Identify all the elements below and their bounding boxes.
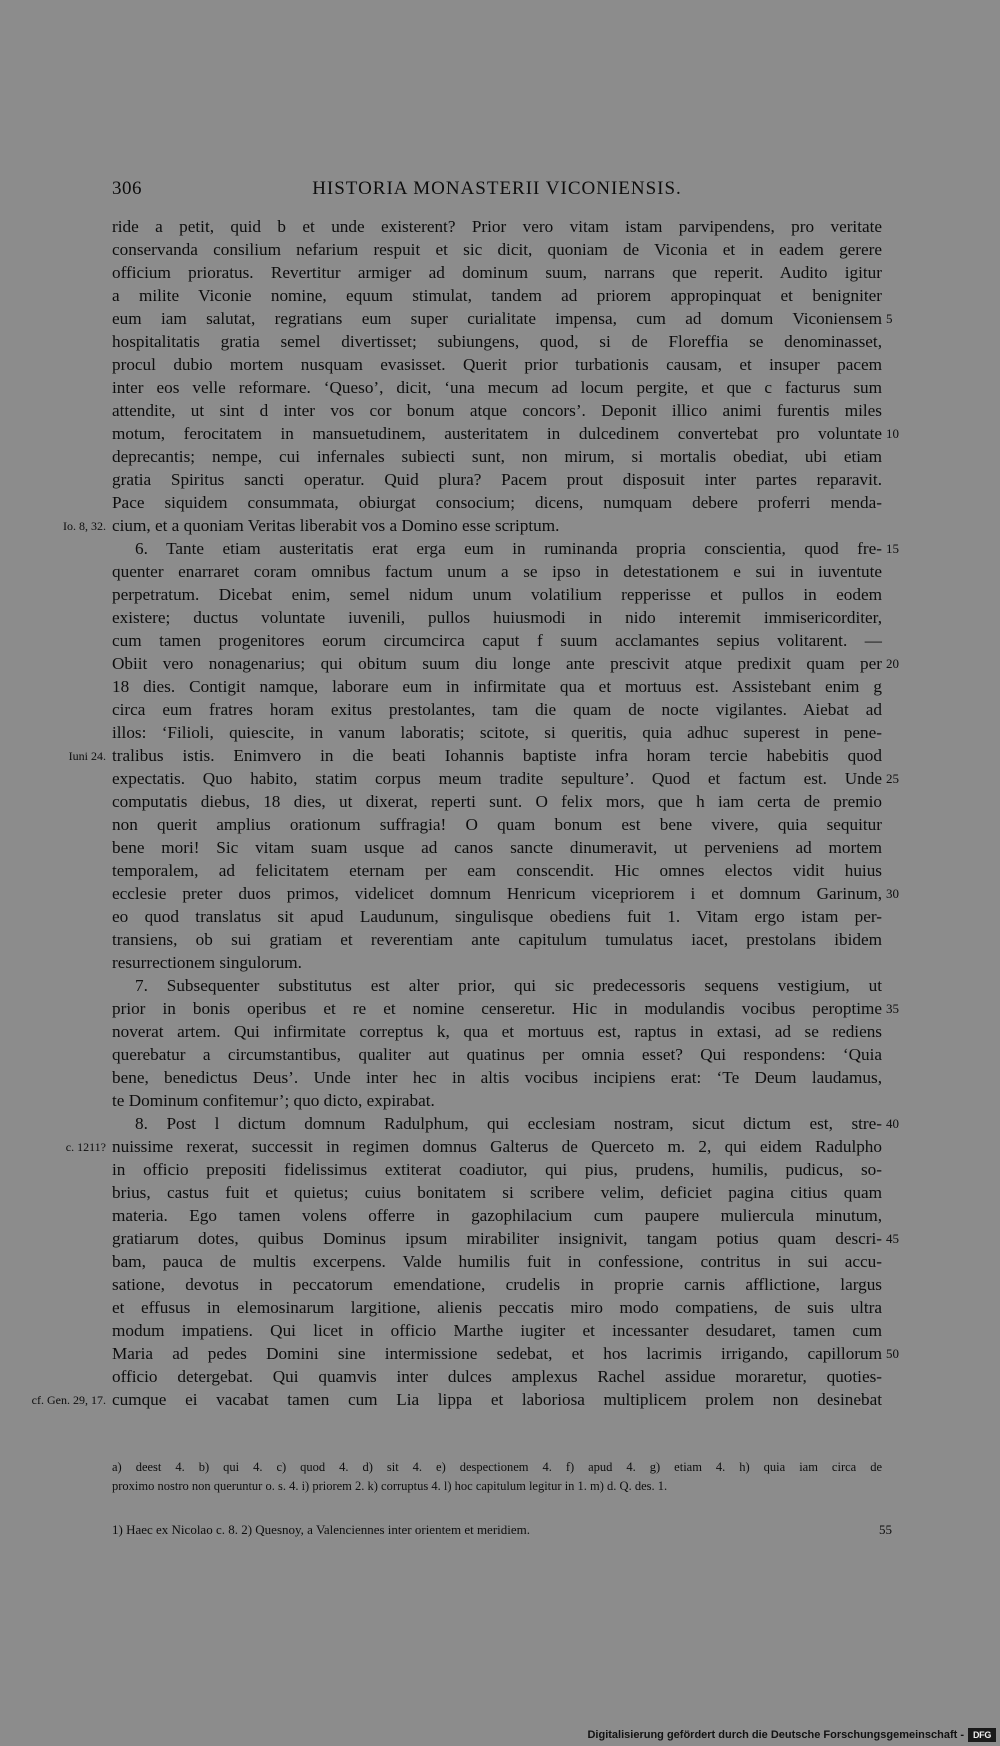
text-line: motum, ferocitatem in mansuetudinem, austeritatem in dulcedinem convertebat pro voluntate <box>112 424 882 443</box>
line-number: 15 <box>886 541 899 556</box>
line-number: 10 <box>886 426 899 441</box>
line-number: 5 <box>886 311 893 326</box>
text-line: modum impatiens. Qui licet in officio Marthe iugiter et incessanter desudaret, tamen cum <box>112 1321 882 1340</box>
margin-reference: Iuni 24. <box>68 749 106 763</box>
line-number: 30 <box>886 886 899 901</box>
line-number: 35 <box>886 1001 899 1016</box>
text-line: querebatur a circumstantibus, qualiter aut quatinus per omnia esset? Qui respondens: ‘Quia <box>112 1045 882 1064</box>
text-line: 8. Post l dictum domnum Radulphum, qui ecclesiam nostram, sicut dictum est, stre- <box>135 1114 882 1133</box>
footnote-text: 1) Haec ex Nicolao c. 8. 2) Quesnoy, a Valenciennes inter orientem et meridiem. <box>112 1522 531 1537</box>
text-line: 18 dies. Contigit namque, laborare eum in infirmitate qua et mortuus est. Assistebant enim g <box>112 677 882 696</box>
margin-reference: Io. 8, 32. <box>63 519 106 533</box>
digitization-label: Digitalisierung gefördert durch die Deutsche Forschungsgemeinschaft - <box>587 1729 964 1741</box>
line-number: 45 <box>886 1231 899 1246</box>
page-header <box>112 178 882 202</box>
line-number: 20 <box>886 656 899 671</box>
text-line: non querit amplius orationum suffragia! O quam bonum est bene vivere, quia sequitur <box>112 815 882 834</box>
text-line: tralibus istis. Enimvero in die beati Iohannis baptiste infra horam tercie habebitis quod <box>112 746 882 765</box>
text-line: Pace siquidem consummata, obiurgat consocium; dicens, numquam debere proferri menda- <box>112 493 882 512</box>
text-line: nuissime rexerat, successit in regimen domnus Galterus de Querceto m. 2, qui eidem Radulpho <box>112 1137 882 1156</box>
text-line: in officio prepositi fidelissimus extiterat coadiutor, qui pius, prudens, humilis, pudicus, so- <box>112 1160 882 1179</box>
text-line: a milite Viconie nomine, equum stimulat, tandem ad priorem appropinquat et benigniter <box>112 286 882 305</box>
text-line: gratia Spiritus sancti operatur. Quid plura? Pacem prout disposuit inter partes reparavit. <box>112 470 882 489</box>
footnotes <box>112 1520 892 1540</box>
text-line: temporalem, ad felicitatem eternam per eam conscendit. Hic omnes electos vidit huius <box>112 861 882 880</box>
text-line: conservanda consilium nefarium respuit et sic dicit, quoniam de Viconia et in eadem gerere <box>112 240 882 259</box>
apparatus-line: proximo nostro non queruntur o. s. 4. i) priorem 2. k) corruptus 4. l) hoc capitulum legitur in 1. m) d. Q. des. 1. <box>112 1479 668 1493</box>
text-line: cum tamen progenitores eorum circumcirca caput f suum acclamantes sepius volitarent. — <box>112 631 882 650</box>
running-title: HISTORIA MONASTERII VICONIENSIS. <box>312 178 682 199</box>
text-line: eo quod translatus sit apud Laudunum, singulisque obediens fuit 1. Vitam ergo istam per- <box>112 907 882 926</box>
text-line: circa eum fratres horam exitus prestolantes, tam die quam de nocte vigilantes. Aiebat ad <box>112 700 882 719</box>
text-line: cumque ei vacabat tamen cum Lia lippa et laboriosa multiplicem prolem non desinebat <box>112 1390 882 1409</box>
text-line: 6. Tante etiam austeritatis erat erga eum in ruminanda propria conscientia, quod fre- <box>135 539 882 558</box>
text-line: noverat artem. Qui infirmitate correptus k, qua et mortuus est, raptus in extasi, ad se rediens <box>112 1022 882 1041</box>
text-line: procul dubio mortem nusquam evasisset. Querit prior turbationis causam, et insuper pacem <box>112 355 882 374</box>
critical-apparatus <box>112 1458 882 1496</box>
text-line: gratiarum dotes, quibus Dominus ipsum mirabiliter insignivit, tangam potius quam descri- <box>112 1229 882 1248</box>
text-line: ride a petit, quid b et unde existerent? Prior vero vitam istam parvipendens, pro veritate <box>112 217 882 236</box>
text-line: computatis diebus, 18 dies, ut dixerat, reperti sunt. O felix mors, que h iam certa de premio <box>112 792 882 811</box>
text-line: officium prioratus. Revertitur armiger ad dominum suum, narrans que reperit. Audito igitur <box>112 263 882 282</box>
text-line: Obiit vero nonagenarius; qui obitum suum diu longe ante prescivit atque predixit quam per <box>112 654 882 673</box>
text-line: illos: ‘Filioli, quiescite, in vanum laboratis; scitote, si queritis, quia adhuc superest in pene- <box>112 723 882 742</box>
text-line: bene mori! Sic vitam suam usque ad canos sancte dinumeravit, ut perveniens ad mortem <box>112 838 882 857</box>
text-line: 7. Subsequenter substitutus est alter prior, qui sic predecessoris sequens vestigium, ut <box>135 976 882 995</box>
text-line: expectatis. Quo habito, statim corpus meum tradite sepulture’. Quod et factum est. Unde <box>112 769 882 788</box>
text-line: satione, devotus in peccatorum emendatione, crudelis in proprie carnis afflictione, largus <box>112 1275 882 1294</box>
margin-reference: c. 1211? <box>65 1140 106 1154</box>
text-line: officio detergebat. Qui quamvis inter dulces amplexus Rachel assidue moraretur, quoties- <box>112 1367 882 1386</box>
line-number: 25 <box>886 771 899 786</box>
text-line: eum iam salutat, regratians eum super curialitate impensa, cum ad domum Viconiensem <box>112 309 882 328</box>
text-line: brius, castus fuit et quietus; cuius bonitatem si scribere velim, deficiet pagina citius quam <box>112 1183 882 1202</box>
dfg-logo: DFG <box>968 1728 996 1742</box>
text-line: bam, pauca de multis excerpens. Valde humilis fuit in confessione, contritus in sui accu- <box>112 1252 882 1271</box>
apparatus-line: a) deest 4. b) qui 4. c) quod 4. d) sit 4. e) despectionem 4. f) apud 4. g) etiam 4. h) quia iam circa de <box>112 1460 882 1474</box>
page-number: 306 <box>112 178 142 199</box>
text-line: materia. Ego tamen volens offerre in gazophilacium cum paupere muliercula minutum, <box>112 1206 882 1225</box>
margin-reference: cf. Gen. 29, 17. <box>31 1393 106 1407</box>
text-line: et effusus in elemosinarum largitione, alienis peccatis miro modo compatiens, de suis ultra <box>112 1298 882 1317</box>
text-line: bene, benedictus Deus’. Unde inter hec in altis vocibus incipiens erat: ‘Te Deum laudamus, <box>112 1068 882 1087</box>
text-line: quenter enarraret coram omnibus factum unum a se ipso in detestationem e sui in iuventute <box>112 562 882 581</box>
text-line: cium, et a quoniam Veritas liberabit vos a Domino esse scriptum. <box>112 516 560 535</box>
text-line: resurrectionem singulorum. <box>112 953 302 972</box>
text-line: prior in bonis operibus et re et nomine censeretur. Hic in modulandis vocibus peroptime <box>112 999 882 1018</box>
text-line: perpetratum. Dicebat enim, semel nidum unum volatilium repperisse et pullos in eodem <box>112 585 882 604</box>
text-line: inter eos velle reformare. ‘Queso’, dicit, ‘una mecum ad locum pergite, et que c facturus sum <box>112 378 882 397</box>
text-line: ecclesie preter duos primos, videlicet domnum Henricum vicepriorem i et domnum Garinum, <box>112 884 882 903</box>
line-number: 50 <box>886 1346 899 1361</box>
text-line: deprecantis; nempe, cui infernales subiecti sunt, non mirum, si mortalis obediat, ubi etiam <box>112 447 882 466</box>
line-number: 40 <box>886 1116 899 1131</box>
digitization-credit <box>587 1726 996 1744</box>
text-line: existere; ductus voluntate iuvenili, pullos huiusmodi in nido interemit immisericorditer, <box>112 608 882 627</box>
text-line: te Dominum confitemur’; quo dicto, expirabat. <box>112 1091 435 1110</box>
text-line: Maria ad pedes Domini sine intermissione sedebat, et hos lacrimis irrigando, capillorum <box>112 1344 882 1363</box>
text-line: hospitalitatis gratia semel divertisset; subiungens, quod, si de Floreffia se denominasset, <box>112 332 882 351</box>
text-line: transiens, ob sui gratiam et reverentiam ante capitulum tumulatus iacet, prestolans ibidem <box>112 930 882 949</box>
footnote-line-number: 55 <box>879 1522 892 1537</box>
text-line: attendite, ut sint d inter vos cor bonum atque concors’. Deponit illico animi furentis miles <box>112 401 882 420</box>
